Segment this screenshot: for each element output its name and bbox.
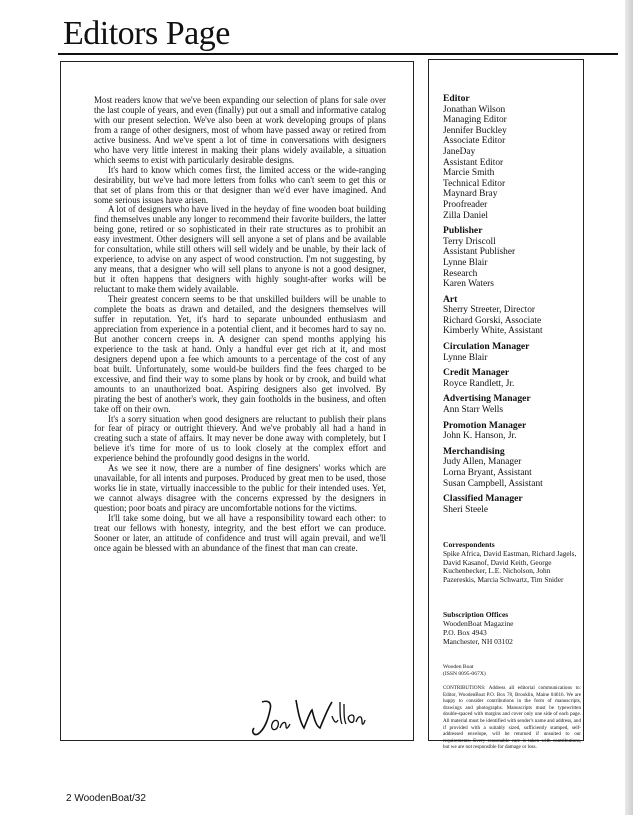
address-line: WoodenBoat Magazine	[443, 619, 514, 628]
issn-line: Wooden Boat	[443, 664, 474, 670]
staff-line: Technical Editor	[443, 178, 506, 189]
section-title: Merchandising	[443, 445, 505, 457]
correspondents-names: Spike Africa, David Eastman, Richard Jagels, David Kasanof, David Keith, George Kuchenbecker, L.E. Nicholson, John Pazereskis, Marcia Schwartz, Tim Snider	[443, 548, 577, 585]
editorial-text	[94, 96, 386, 554]
staff-line: Sheri Steele	[443, 504, 489, 515]
staff-line: Managing Editor	[443, 115, 507, 126]
staff-line: Royce Randlett, Jr.	[443, 378, 515, 389]
essay-paragraph: It's hard to know which comes first, the limited access or the wide-ranging desirability, but we've had more letters from folks who can't seem to get this or that set of plans from this or that designer than we'd ever have imagined. And some serious issues have arisen.	[94, 164, 386, 205]
masthead-section	[443, 494, 581, 515]
contributions-notice: CONTRIBUTIONS: Address all editorial communications to: Editor, WoodenBoat P.O. Box 78, Brooklin, Maine 04616. We are happy to consider contributions in the form of manuscripts, drawings and photographs. Manuscripts must be typewritten double-spaced with margins and cover only one side of each page. All material must be identified with sender's name and address, and if provided with a suitably sized, sufficiently stamped, self-addressed envelope, will be returned if unsuited to our requirements. Every reasonable care is taken with contributions, but we are not responsible for damage or loss.	[443, 685, 581, 751]
section-title: Publisher	[443, 225, 483, 237]
staff-line: Lorna Bryant, Assistant	[443, 468, 532, 478]
staff-line: Richard Gorski, Associate	[443, 315, 542, 326]
editor-signature	[248, 694, 366, 740]
page-edge	[625, 0, 633, 815]
page-title: Editors Page	[63, 15, 230, 52]
subscription-offices	[443, 610, 581, 646]
correspondents-heading: Correspondents	[443, 540, 495, 549]
essay-paragraph: A lot of designers who have lived in the heyday of fine wooden boat building find themselves unable any longer to recommend their favorite builders, the latter being gone, retired or so sophisticated in their rate structures as to prohibit an easy investment. Other designers will sell anyone a set of plans and be available for consultation, while still others will sell widely and be unable, by their lack of experience, to advise on any aspect of wood construction. I'm not suggesting, by any means, that a designer who will sell plans to anyone is not a good designer, but it often happens that designers with highly sought-after works will be reluctant to make them widely available.	[94, 204, 386, 295]
staff-line: Kimberly White, Assistant	[443, 326, 543, 337]
staff-line: Proofreader	[443, 199, 488, 210]
masthead-section	[443, 447, 581, 489]
staff-line: Jonathan Wilson	[443, 104, 506, 115]
section-title: Credit Manager	[443, 367, 510, 379]
staff-line: JaneDay	[443, 146, 476, 157]
masthead-section	[443, 368, 581, 389]
essay-paragraph: Their greatest concern seems to be that unskilled builders will be unable to complete the boats as drawn and detailed, and the designers themselves will suffer in reputation. Yet, it's hard to separate unbounded enthusiasm and appreciation from experience in a potential client, and it becomes hard to say no. But another concern creeps in. A designer can spend months applying his experience to the task at hand. Only a handful ever get rich at it, and most designers depend upon a fee which amounts to a percentage of the cost of any boat built. Unfortunately, some would-be builders find the fees charged to be excessive, and find their way to some plans by hook or by crook, and build what amounts to an unauthorized boat. Aspiring designers also get involved. By pirating the best of another's work, they gain footholds in the business, and often take off on their own.	[94, 294, 386, 414]
staff-line: Maynard Bray	[443, 189, 498, 200]
staff-line: Lynne Blair	[443, 257, 488, 268]
staff-line: Marcie Smith	[443, 168, 495, 179]
section-title: Circulation Manager	[443, 341, 530, 353]
title-rule	[58, 53, 618, 55]
address-line: Manchester, NH 03102	[443, 637, 513, 646]
masthead-section	[443, 226, 581, 290]
staff-line: Assistant Editor	[443, 157, 504, 168]
section-title: Art	[443, 293, 458, 305]
page-footer: 2 WoodenBoat/32	[66, 793, 146, 804]
section-title: Advertising Manager	[443, 393, 531, 405]
staff-line: Judy Allen, Manager	[443, 457, 522, 468]
issn-block	[443, 664, 581, 678]
masthead-section	[443, 295, 581, 337]
masthead	[443, 94, 581, 520]
masthead-section	[443, 342, 581, 363]
essay-paragraph: As we see it now, there are a number of fine designers' works which are unavailable, for all intents and purposes. Produced by great men to be used, those works lie in state, virtually inaccessible to the public for their intended uses. Yet, we cannot always disagree with the concerns expressed by the designers in question; poor boats and piracy are uncomfortable notions for the victims.	[94, 463, 386, 514]
staff-line: Karen Waters	[443, 279, 494, 290]
issn-line: (ISSN 0095-067X)	[443, 671, 486, 677]
correspondents	[443, 541, 581, 585]
essay-paragraph: It's a sorry situation when good designers are reluctant to publish their plans for fear of piracy or outright thievery. And we've probably all had a hand in creating such a state of affairs. It may never be done away with completely, but I believe it's time for more of us to look closely at the complex effort and experience behind the profoundly good designs in the world.	[94, 413, 386, 464]
staff-line: Zilla Daniel	[443, 210, 489, 221]
staff-line: Ann Starr Wells	[443, 405, 504, 416]
masthead-section	[443, 94, 581, 115]
staff-line: Sherry Streeter, Director	[443, 305, 536, 316]
staff-line: Lynne Blair	[443, 352, 488, 363]
staff-line: John K. Hanson, Jr.	[443, 431, 517, 442]
address-line: P.O. Box 4943	[443, 628, 487, 637]
section-title: Editor	[443, 93, 470, 104]
masthead-section	[443, 394, 581, 415]
subscription-heading: Subscription Offices	[443, 610, 509, 619]
staff-line: Susan Campbell, Assistant	[443, 478, 543, 489]
essay-paragraph: It'll take some doing, but we all have a responsibility toward each other: to treat our fellows with honesty, integrity, and the best effort we can produce. Sooner or later, an attitude of confidence and trust will again prevail, and we'll once again be blessed with an abundance of the finest that man can create.	[94, 513, 386, 553]
staff-line: Assistant Publisher	[443, 247, 516, 258]
staff-line: Associate Editor	[443, 136, 506, 147]
staff-line: Research	[443, 268, 478, 279]
masthead-section	[443, 115, 581, 221]
section-title: Classified Manager	[443, 493, 523, 505]
staff-line: Jennifer Buckley	[443, 125, 507, 136]
essay-paragraph: Most readers know that we've been expanding our selection of plans for sale over the last couple of years, and even (finally) put out a small and informative catalog with our present selection. We've also been at work developing groups of plans from a range of other designers, most of whom have passed away or retired from active business. And we've spent a lot of time in conversations with designers who have very little interest in making their plans widely available, a situation which seems to exist with particularly desirable designs.	[94, 95, 386, 165]
section-title: Promotion Manager	[443, 419, 527, 431]
masthead-section	[443, 421, 581, 442]
staff-line: Terry Driscoll	[443, 236, 496, 247]
